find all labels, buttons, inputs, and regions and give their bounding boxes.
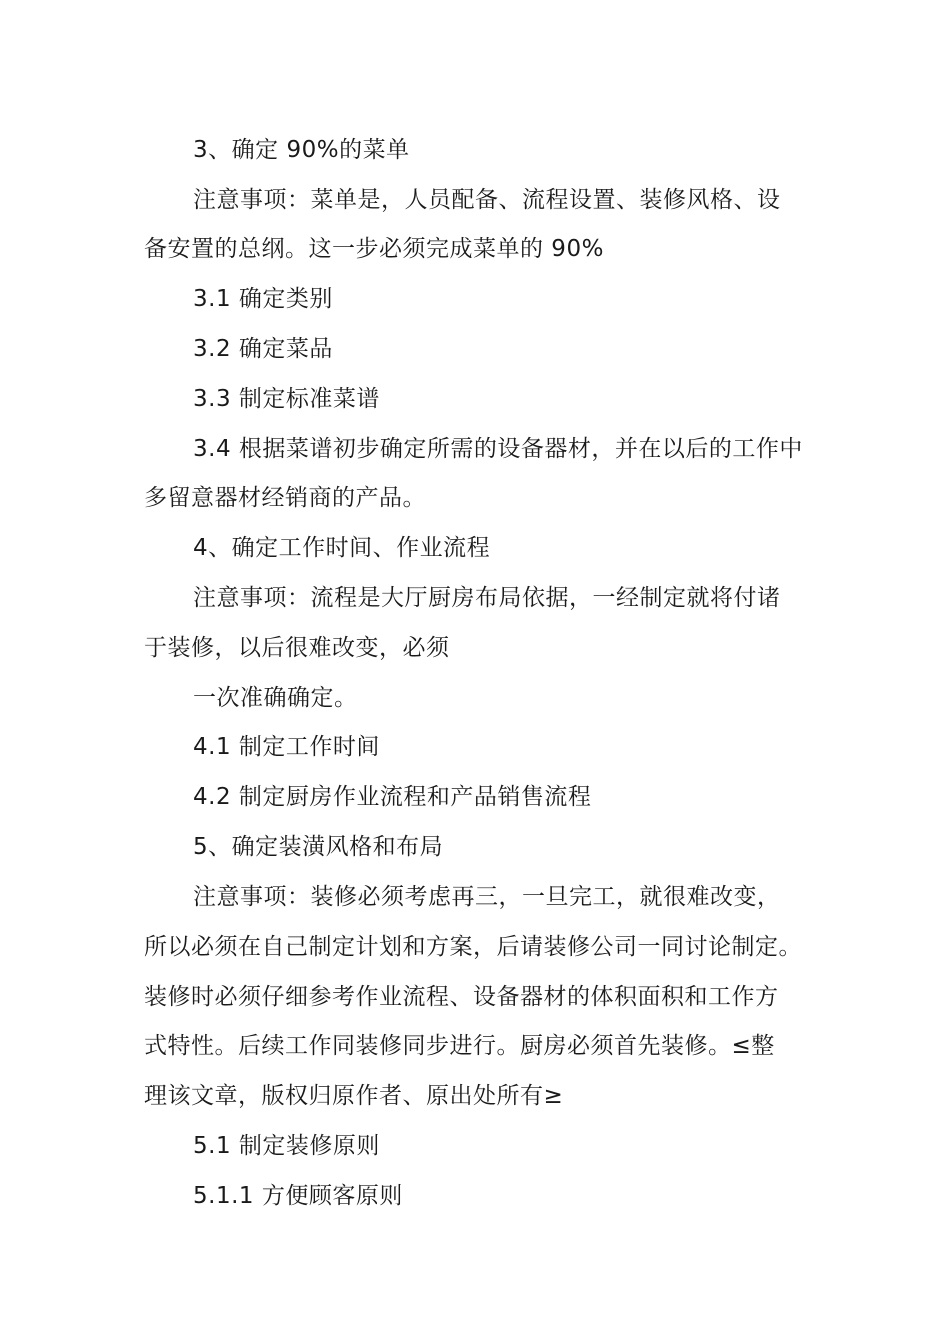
heading-4: 4、确定工作时间、作业流程 [193, 535, 491, 561]
subheading-5-1-1: 5.1.1 方便顾客原则 [193, 1183, 403, 1209]
paragraph-line: 注意事项：流程是大厅厨房布局依据，一经制定就将付诸 [193, 585, 781, 611]
paragraph-line: 所以必须在自己制定计划和方案，后请装修公司一同讨论制定。 [144, 934, 802, 960]
paragraph-line: 多留意器材经销商的产品。 [144, 485, 426, 511]
subheading-3-3: 3.3 制定标准菜谱 [193, 386, 380, 412]
paragraph-line: 理该文章，版权归原作者、原出处所有≥ [144, 1083, 564, 1109]
subheading-4-1: 4.1 制定工作时间 [193, 734, 380, 760]
heading-3: 3、确定 90%的菜单 [193, 137, 410, 163]
paragraph-line: 注意事项：菜单是，人员配备、流程设置、装修风格、设 [193, 187, 781, 213]
heading-5: 5、确定装潢风格和布局 [193, 834, 444, 860]
paragraph-line: 注意事项：装修必须考虑再三，一旦完工，就很难改变， [193, 884, 781, 910]
paragraph-line: 于装修，以后很难改变，必须 [144, 635, 450, 661]
paragraph-line: 装修时必须仔细参考作业流程、设备器材的体积面积和工作方 [144, 984, 779, 1010]
subheading-3-2: 3.2 确定菜品 [193, 336, 333, 362]
subheading-4-2: 4.2 制定厨房作业流程和产品销售流程 [193, 784, 592, 810]
paragraph-line: 一次准确确定。 [193, 685, 358, 711]
subheading-3-1: 3.1 确定类别 [193, 286, 333, 312]
subheading-5-1: 5.1 制定装修原则 [193, 1133, 380, 1159]
paragraph-line: 备安置的总纲。这一步必须完成菜单的 90% [144, 236, 604, 262]
paragraph-line: 3.4 根据菜谱初步确定所需的设备器材，并在以后的工作中 [193, 436, 803, 462]
paragraph-line: 式特性。后续工作同装修同步进行。厨房必须首先装修。≤整 [144, 1033, 775, 1059]
